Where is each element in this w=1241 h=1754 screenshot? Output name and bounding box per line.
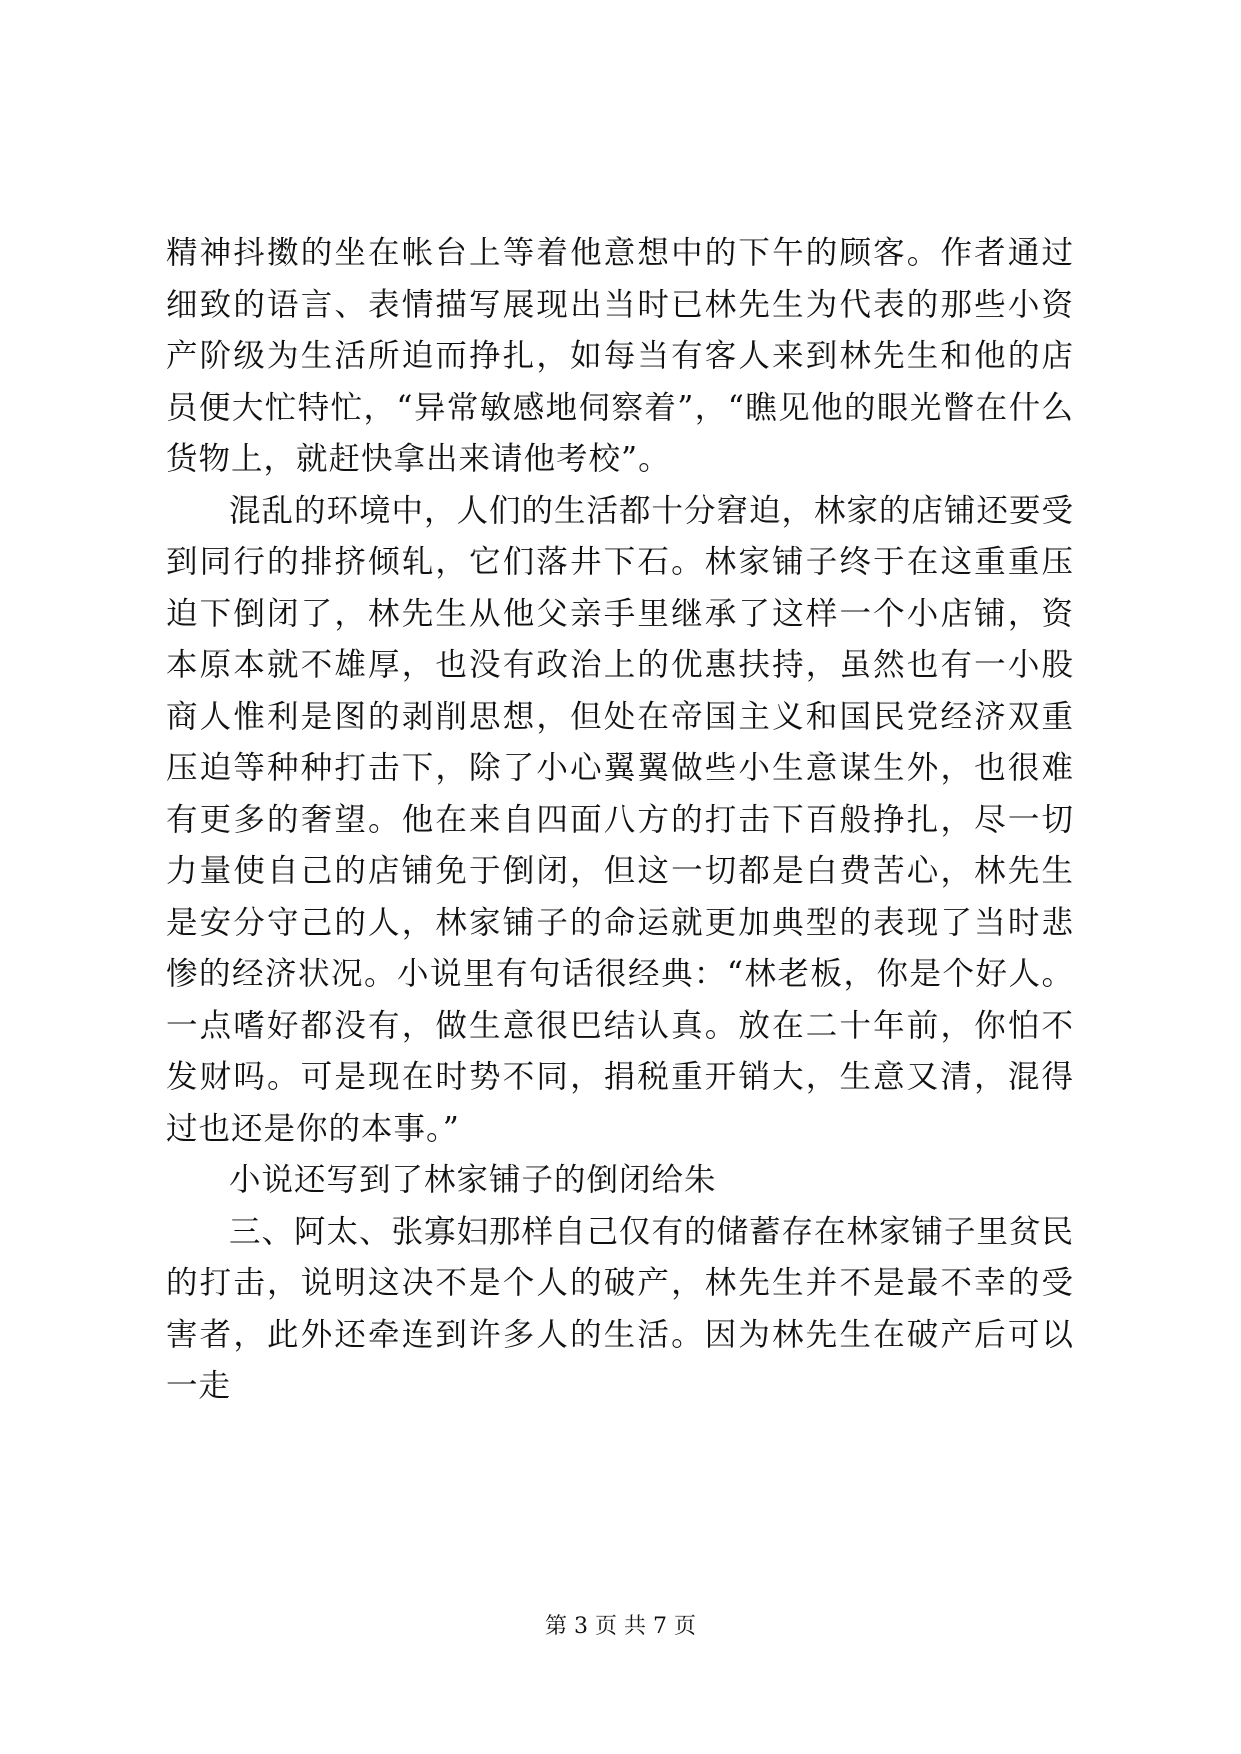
paragraph-4: 三、阿太、张寡妇那样自己仅有的储蓄存在林家铺子里贫民的打击，说明这决不是个人的破产，林先生并不是最不幸的受害者，此外还牵连到许多人的生活。因为林先生在破产后可以一走	[166, 1213, 1075, 1404]
page-footer	[0, 1612, 1241, 1642]
paragraph-1: 精神抖擞的坐在帐台上等着他意想中的下午的顾客。作者通过细致的语言、表情描写展现出当时已林先生为代表的那些小资产阶级为生活所迫而挣扎，如每当有客人来到林先生和他的店员便大忙特忙，“异常敏感地伺察着”，“瞧见他的眼光瞥在什么货物上，就赶快拿出来请他考校”。	[166, 235, 1074, 477]
page-number-label: 第 3 页 共 7 页	[545, 1614, 696, 1639]
body-text	[166, 228, 1074, 1413]
paragraph-3: 小说还写到了林家铺子的倒闭给朱	[229, 1162, 717, 1198]
paragraph-2: 混乱的环境中，人们的生活都十分窘迫，林家的店铺还要受到同行的排挤倾轧，它们落井下石。林家铺子终于在这重重压迫下倒闭了，林先生从他父亲手里继承了这样一个小店铺，资本原本就不雄厚，也没有政治上的优惠扶持，虽然也有一小股商人惟利是图的剥削思想，但处在帝国主义和国民党经济双重压迫等种种打击下，除了小心翼翼做些小生意谋生外，也很难有更多的奢望。他在来自四面八方的打击下百般挣扎，尽一切力量使自己的店铺免于倒闭，但这一切都是白费苦心，林先生是安分守己的人，林家铺子的命运就更加典型的表现了当时悲惨的经济状况。小说里有句话很经典：“林老板，你是个好人。一点嗜好都没有，做生意很巴结认真。放在二十年前，你怕不发财吗。可是现在时势不同，捐税重开销大，生意又清，混得过也还是你的本事。”	[166, 492, 1075, 1147]
